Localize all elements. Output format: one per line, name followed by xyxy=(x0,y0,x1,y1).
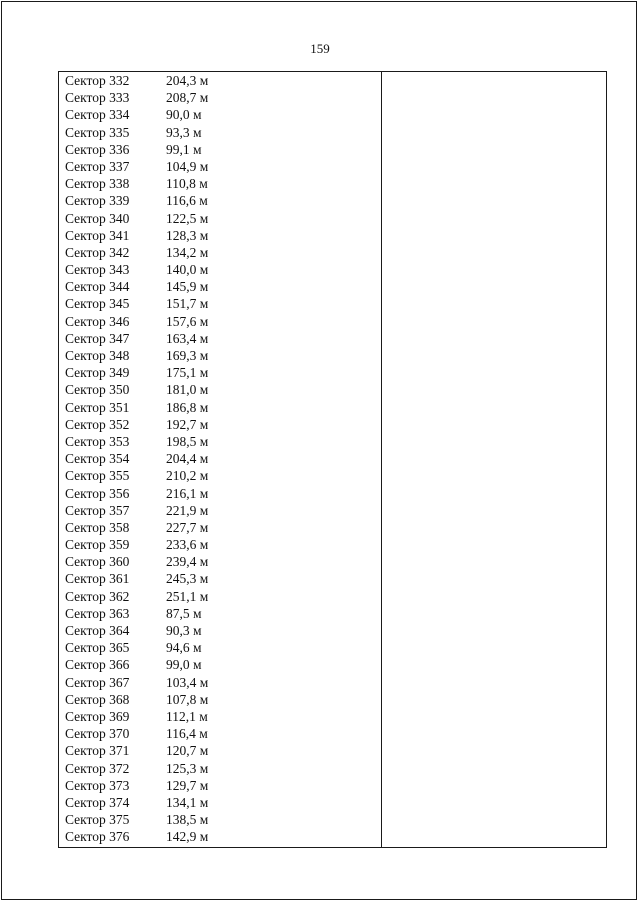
sector-distance: 140,0 м xyxy=(166,262,209,278)
sector-distance: 99,0 м xyxy=(166,657,202,673)
sector-distance: 251,1 м xyxy=(166,588,209,604)
sector-name: Сектор 351 xyxy=(65,399,130,415)
sector-distance: 112,1 м xyxy=(166,708,208,724)
sector-name: Сектор 352 xyxy=(65,416,130,432)
sector-name: Сектор 338 xyxy=(65,176,130,192)
sector-name: Сектор 360 xyxy=(65,554,130,570)
sector-name: Сектор 333 xyxy=(65,90,130,106)
sector-distance: 93,3 м xyxy=(166,124,202,140)
sector-name: Сектор 376 xyxy=(65,829,130,845)
table-row xyxy=(59,725,381,742)
table-row xyxy=(59,278,381,295)
sector-distance: 151,7 м xyxy=(166,296,209,312)
sector-name: Сектор 343 xyxy=(65,262,130,278)
sector-distance: 122,5 м xyxy=(166,210,209,226)
sector-distance: 181,0 м xyxy=(166,382,209,398)
table-row xyxy=(59,536,381,553)
table-row xyxy=(59,760,381,777)
sector-name: Сектор 374 xyxy=(65,794,130,810)
sector-distance: 103,4 м xyxy=(166,674,209,690)
sector-name: Сектор 358 xyxy=(65,519,130,535)
table-row xyxy=(59,502,381,519)
table-row xyxy=(59,106,381,123)
sector-name: Сектор 332 xyxy=(65,73,130,88)
table-row xyxy=(59,605,381,622)
table-row xyxy=(59,622,381,639)
table-row xyxy=(59,158,381,175)
table-row xyxy=(59,674,381,691)
sector-distance: 169,3 м xyxy=(166,348,209,363)
table-row xyxy=(59,381,381,398)
sector-distance: 210,2 м xyxy=(166,468,209,484)
table-row xyxy=(59,89,381,106)
sector-name: Сектор 356 xyxy=(65,485,130,501)
table-row xyxy=(59,227,381,244)
sector-distance: 129,7 м xyxy=(166,777,209,793)
sector-name: Сектор 372 xyxy=(65,760,130,776)
table-row xyxy=(59,588,381,605)
sector-distance: 138,5 м xyxy=(166,812,209,828)
sector-distance: 198,5 м xyxy=(166,433,209,449)
table-row xyxy=(59,467,381,484)
sector-name: Сектор 367 xyxy=(65,674,130,690)
sector-name: Сектор 342 xyxy=(65,244,130,260)
table-row xyxy=(59,656,381,673)
sector-name: Сектор 334 xyxy=(65,107,130,123)
column-divider xyxy=(381,72,382,847)
sector-distance: 90,0 м xyxy=(166,107,202,123)
sector-name: Сектор 375 xyxy=(65,812,130,828)
table-row xyxy=(59,570,381,587)
table-row xyxy=(59,295,381,312)
sector-distance: 145,9 м xyxy=(166,279,209,295)
sector-name: Сектор 348 xyxy=(65,348,130,363)
table-row xyxy=(59,313,381,330)
sector-distance: 239,4 м xyxy=(166,554,209,570)
table-row xyxy=(59,553,381,570)
sector-name: Сектор 345 xyxy=(65,296,130,312)
table-row xyxy=(59,450,381,467)
table-row xyxy=(59,175,381,192)
table-row xyxy=(59,192,381,209)
sector-name: Сектор 339 xyxy=(65,193,130,209)
table-row xyxy=(59,433,381,450)
sector-distance: 157,6 м xyxy=(166,313,209,329)
sector-distance: 233,6 м xyxy=(166,537,209,553)
table-row xyxy=(59,364,381,381)
sector-distance: 94,6 м xyxy=(166,640,202,656)
table-row xyxy=(59,244,381,261)
sector-name: Сектор 368 xyxy=(65,691,130,707)
table-row xyxy=(59,210,381,227)
sector-name: Сектор 347 xyxy=(65,330,130,346)
table-row xyxy=(59,261,381,278)
sector-name: Сектор 366 xyxy=(65,657,130,673)
sector-name: Сектор 353 xyxy=(65,433,130,449)
sector-distance: 99,1 м xyxy=(166,141,202,157)
table-row xyxy=(59,124,381,141)
sector-name: Сектор 336 xyxy=(65,141,130,157)
table-row xyxy=(59,777,381,794)
sector-distance: 227,7 м xyxy=(166,519,209,535)
sector-name: Сектор 350 xyxy=(65,382,130,398)
sector-distance: 104,9 м xyxy=(166,158,209,174)
sector-distance: 216,1 м xyxy=(166,485,209,501)
sector-distance: 116,6 м xyxy=(166,193,208,209)
sector-distance: 120,7 м xyxy=(166,743,209,759)
sector-name: Сектор 362 xyxy=(65,588,130,604)
sector-distance: 186,8 м xyxy=(166,399,209,415)
sector-name: Сектор 357 xyxy=(65,502,130,518)
table-row xyxy=(59,416,381,433)
sector-name: Сектор 370 xyxy=(65,726,130,742)
sector-distance: 192,7 м xyxy=(166,416,209,432)
sector-distance: 128,3 м xyxy=(166,227,209,243)
sector-distance: 204,3 м xyxy=(166,73,209,88)
table-row xyxy=(59,639,381,656)
sector-name: Сектор 340 xyxy=(65,210,130,226)
sector-table xyxy=(58,71,607,848)
sector-name: Сектор 364 xyxy=(65,623,130,638)
table-row xyxy=(59,828,381,845)
sector-distance: 163,4 м xyxy=(166,330,209,346)
sector-distance: 87,5 м xyxy=(166,605,202,621)
table-row xyxy=(59,708,381,725)
sector-name: Сектор 344 xyxy=(65,279,130,295)
table-row xyxy=(59,330,381,347)
sector-name: Сектор 359 xyxy=(65,537,130,553)
sector-distance: 134,2 м xyxy=(166,244,209,260)
table-row xyxy=(59,141,381,158)
sector-name: Сектор 361 xyxy=(65,571,130,587)
sector-distance: 110,8 м xyxy=(166,176,208,192)
sector-distance: 116,4 м xyxy=(166,726,208,742)
sector-distance: 125,3 м xyxy=(166,760,209,776)
sector-distance: 208,7 м xyxy=(166,90,209,106)
table-row xyxy=(59,347,381,364)
sector-name: Сектор 335 xyxy=(65,124,130,140)
table-row xyxy=(59,485,381,502)
sector-name: Сектор 354 xyxy=(65,451,130,467)
sector-name: Сектор 365 xyxy=(65,640,130,656)
page-number: 159 xyxy=(310,41,330,56)
sector-name: Сектор 371 xyxy=(65,743,130,759)
sector-name: Сектор 363 xyxy=(65,605,130,621)
sector-name: Сектор 349 xyxy=(65,365,130,381)
sector-distance: 204,4 м xyxy=(166,451,209,467)
sector-rows xyxy=(59,72,381,845)
sector-distance: 221,9 м xyxy=(166,502,209,518)
sector-distance: 175,1 м xyxy=(166,365,209,381)
table-row xyxy=(59,72,381,89)
sector-distance: 90,3 м xyxy=(166,623,202,638)
sector-distance: 142,9 м xyxy=(166,829,209,845)
table-row xyxy=(59,519,381,536)
sector-distance: 134,1 м xyxy=(166,794,209,810)
sector-name: Сектор 346 xyxy=(65,313,130,329)
sector-name: Сектор 341 xyxy=(65,227,130,243)
table-row xyxy=(59,691,381,708)
sector-distance: 245,3 м xyxy=(166,571,209,587)
table-row xyxy=(59,399,381,416)
table-row xyxy=(59,794,381,811)
sector-name: Сектор 369 xyxy=(65,708,130,724)
table-row xyxy=(59,811,381,828)
sector-distance: 107,8 м xyxy=(166,691,209,707)
sector-name: Сектор 337 xyxy=(65,158,130,174)
sector-name: Сектор 373 xyxy=(65,777,130,793)
table-row xyxy=(59,742,381,759)
sector-name: Сектор 355 xyxy=(65,468,130,484)
